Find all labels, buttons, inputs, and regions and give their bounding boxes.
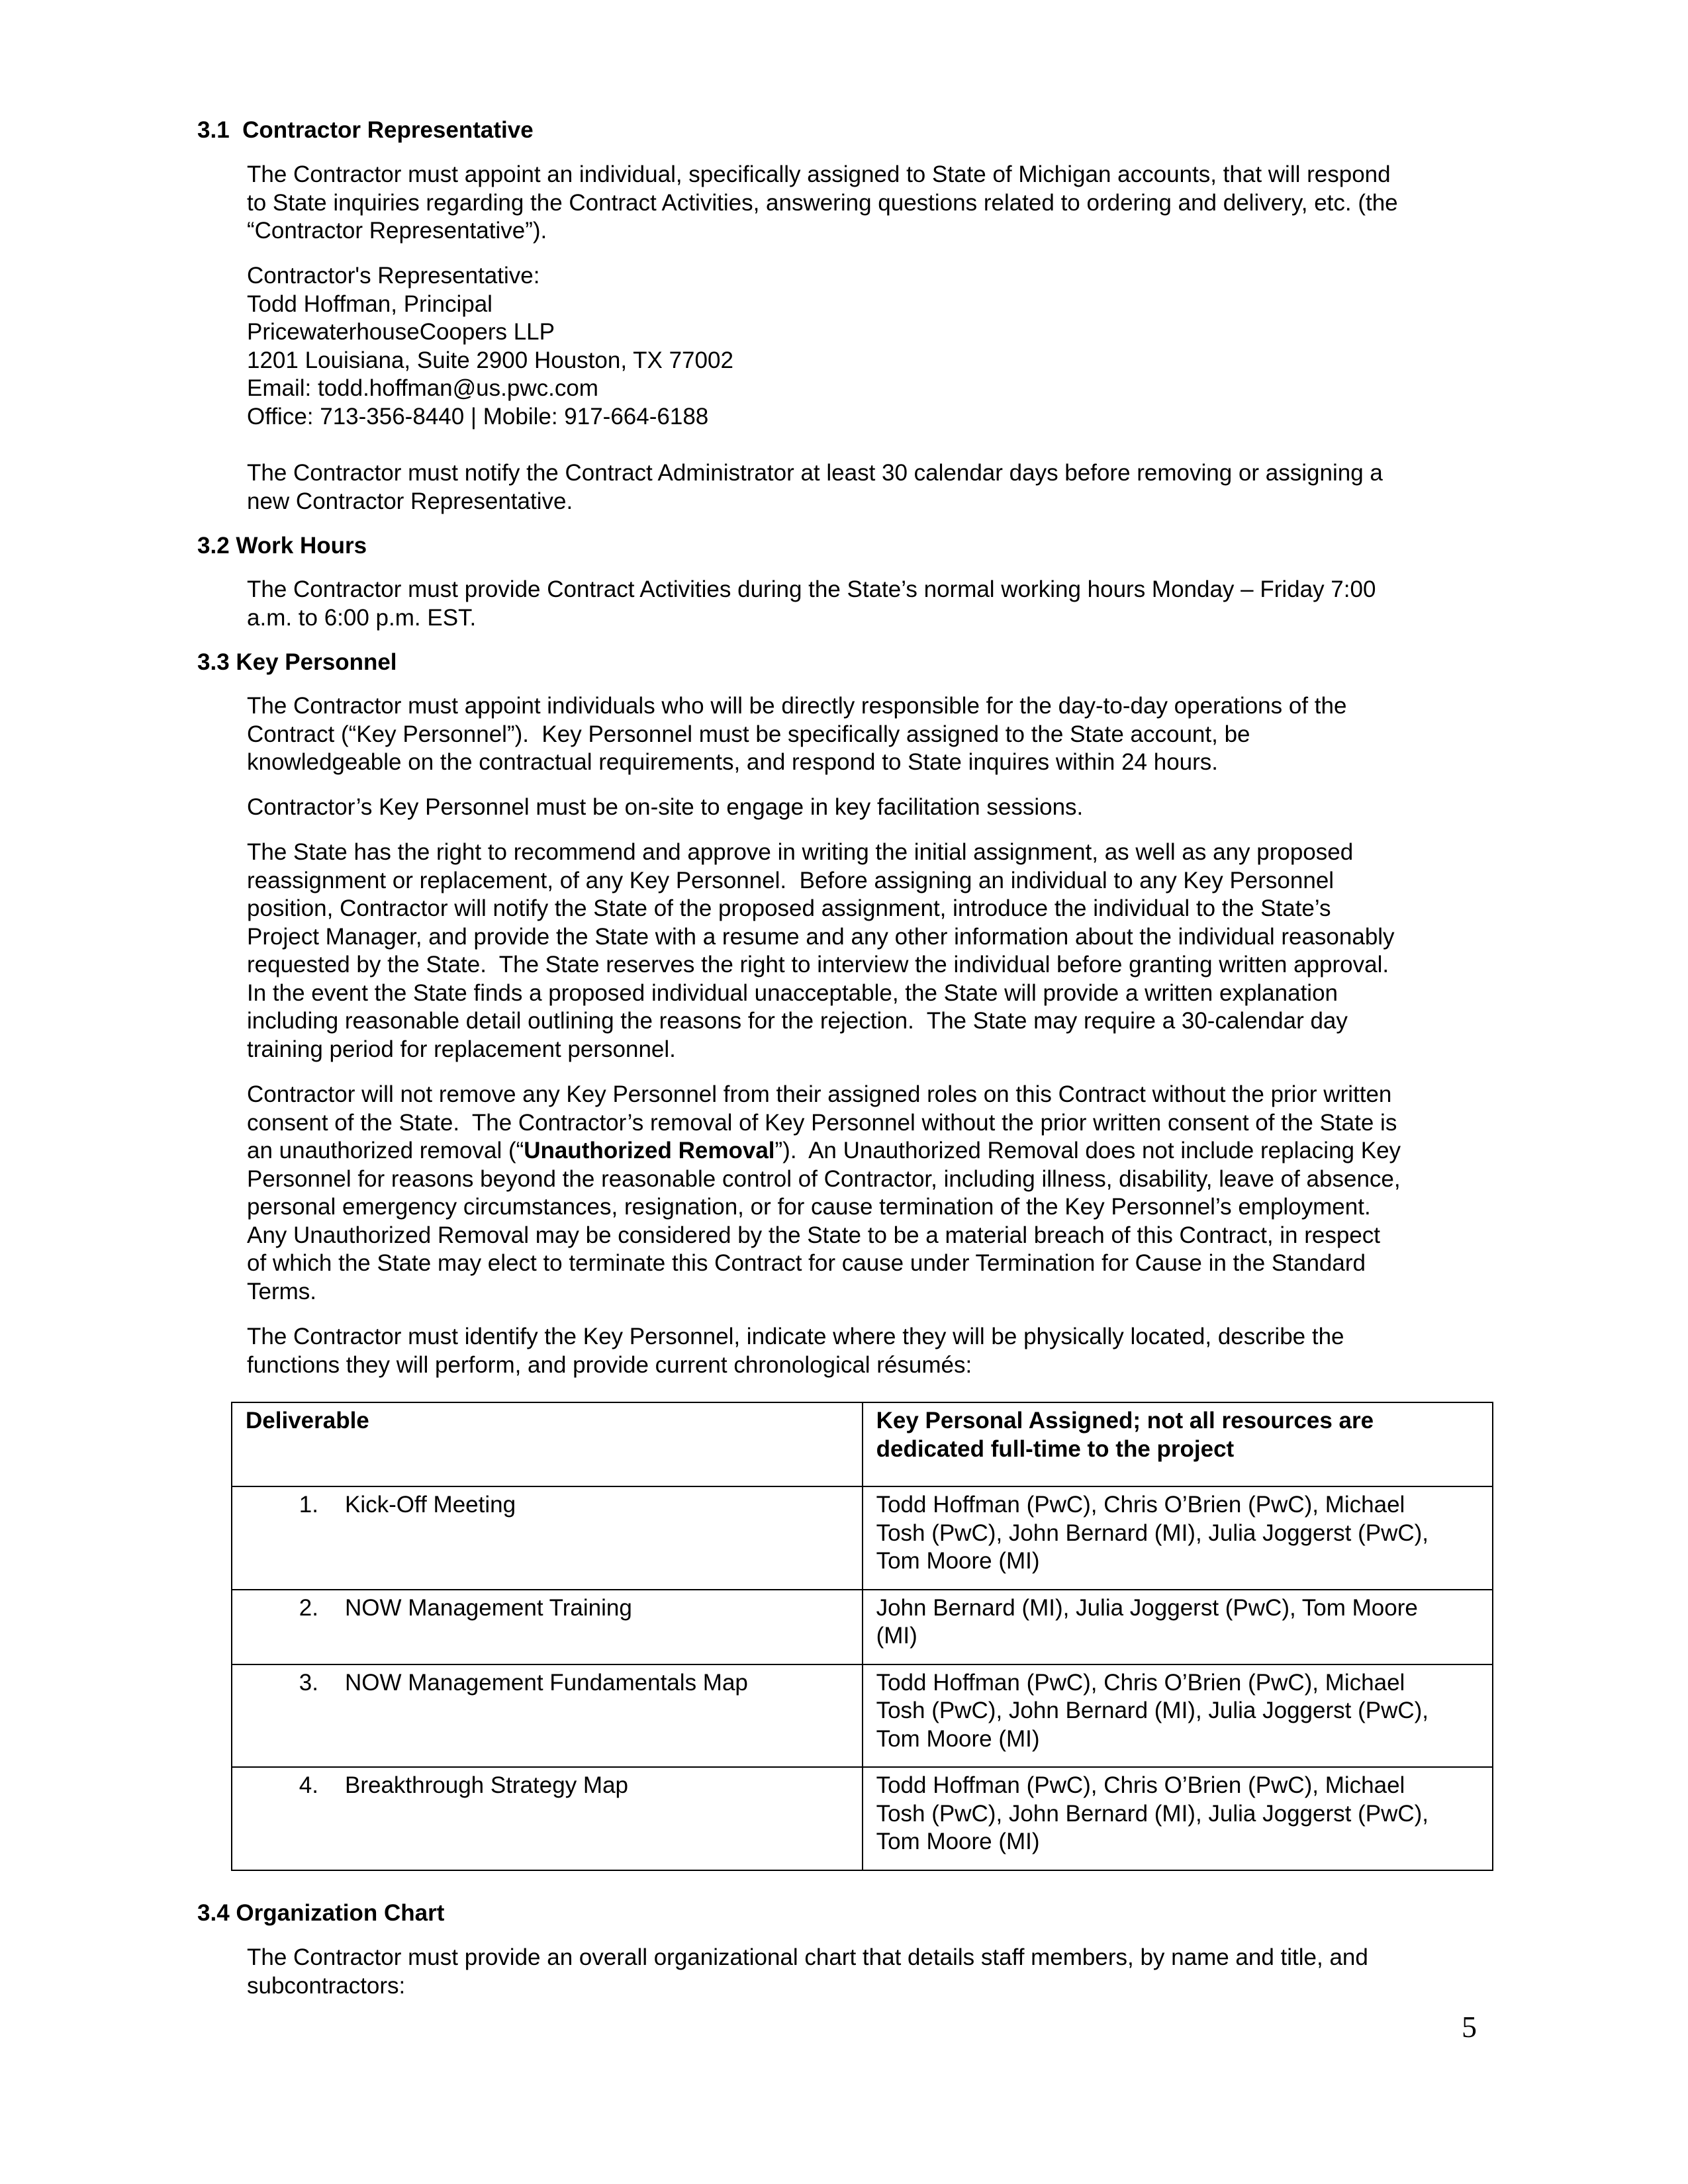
text-line: The Contractor must identify the Key Personnel, indicate where they will be physically located, describe the xyxy=(247,1324,1344,1349)
text-line: knowledgeable on the contractual requirements, and respond to State inquires within 24 hours. xyxy=(247,749,1219,775)
text-line xyxy=(247,1137,1491,1165)
text-line: a.m. to 6:00 p.m. EST. xyxy=(247,604,477,631)
text-line: The Contractor must provide Contract Activities during the State’s normal working hours Monday – Friday 7:00 xyxy=(247,576,1376,602)
text-line: Terms. xyxy=(247,1278,316,1304)
row-number: 2. xyxy=(299,1594,318,1621)
text-line: position, Contractor will notify the State of the proposed assignment, introduce the individual to the State’s xyxy=(247,895,1331,921)
deliverable-cell xyxy=(232,1767,863,1870)
table-header-cell xyxy=(863,1402,1493,1486)
personnel-cell xyxy=(863,1486,1493,1590)
personnel-line: Tosh (PwC), John Bernard (MI), Julia Joggerst (PwC), xyxy=(876,1698,1429,1723)
paragraph-key-personnel-3 xyxy=(247,839,1491,1064)
paragraph-key-personnel-5 xyxy=(247,1323,1491,1379)
row-number: 1. xyxy=(299,1492,318,1518)
contact-line: Office: 713-356-8440 | Mobile: 917-664-6188 xyxy=(247,403,709,430)
table-row xyxy=(232,1590,1493,1664)
table-row xyxy=(232,1486,1493,1590)
text-line: subcontractors: xyxy=(247,1972,406,1999)
header-deliverable: Deliverable xyxy=(246,1408,369,1433)
personnel-line: Todd Hoffman (PwC), Chris O’Brien (PwC), Michael xyxy=(876,1492,1405,1518)
deliverable-cell xyxy=(232,1664,863,1768)
personnel-line: Tosh (PwC), John Bernard (MI), Julia Joggerst (PwC), xyxy=(876,1520,1429,1546)
header-line: Key Personal Assigned; not all resources are xyxy=(876,1408,1374,1433)
text-line: The Contractor must appoint individuals who will be directly responsible for the day-to-day operations of the xyxy=(247,693,1347,719)
personnel-line: John Bernard (MI), Julia Joggerst (PwC), Tom Moore xyxy=(876,1594,1418,1621)
text-line: The Contractor must appoint an individual, specifically assigned to State of Michigan accounts, that will respond xyxy=(247,161,1391,187)
text-line: including reasonable detail outlining the reasons for the rejection. The State may require a 30-calendar day xyxy=(247,1008,1348,1034)
table-header-row xyxy=(232,1402,1493,1486)
personnel-line: Tom Moore (MI) xyxy=(876,1725,1040,1752)
deliverable-name: NOW Management Fundamentals Map xyxy=(345,1669,748,1696)
deliverable-cell xyxy=(232,1590,863,1664)
text-fragment: an unauthorized removal (“ xyxy=(247,1138,524,1163)
deliverable-cell xyxy=(232,1486,863,1590)
text-line: The Contractor must notify the Contract Administrator at least 30 calendar days before removing or assigning a xyxy=(247,460,1383,486)
text-line: personal emergency circumstances, resignation, or for cause termination of the Key Personnel’s employment. xyxy=(247,1194,1371,1220)
contact-line: Email: todd.hoffman@us.pwc.com xyxy=(247,375,598,401)
personnel-line: (MI) xyxy=(876,1623,917,1649)
personnel-line: Todd Hoffman (PwC), Chris O’Brien (PwC), Michael xyxy=(876,1669,1405,1696)
paragraph-notify xyxy=(247,459,1491,516)
paragraph-key-personnel-2 xyxy=(247,794,1491,822)
text-line: Contractor will not remove any Key Personnel from their assigned roles on this Contract without the prior written xyxy=(247,1081,1392,1107)
text-line: new Contractor Representative. xyxy=(247,488,573,514)
section-heading-3-4: 3.4 Organization Chart xyxy=(197,1900,445,1926)
paragraph-key-personnel-4 xyxy=(247,1081,1491,1306)
text-line: Contractor’s Key Personnel must be on-site to engage in key facilitation sessions. xyxy=(247,794,1084,820)
text-line: consent of the State. The Contractor’s removal of Key Personnel without the prior written consent of the State is xyxy=(247,1109,1397,1136)
personnel-line: Todd Hoffman (PwC), Chris O’Brien (PwC), Michael xyxy=(876,1772,1405,1798)
key-personnel-table xyxy=(231,1402,1493,1871)
text-line: requested by the State. The State reserves the right to interview the individual before granting written approval. xyxy=(247,952,1389,978)
text-line: The State has the right to recommend and approve in writing the initial assignment, as well as any proposed xyxy=(247,839,1354,865)
table-row xyxy=(232,1767,1493,1870)
header-key-personnel xyxy=(863,1403,1492,1486)
personnel-cell xyxy=(863,1590,1493,1664)
text-line: Personnel for reasons beyond the reasonable control of Contractor, including illness, disability, leave of absence, xyxy=(247,1165,1401,1192)
personnel-cell xyxy=(863,1767,1493,1870)
text-line: Contract (“Key Personnel”). Key Personnel must be specifically assigned to the State account, be xyxy=(247,721,1250,747)
deliverable-name: Kick-Off Meeting xyxy=(345,1492,516,1518)
paragraph-key-personnel-1 xyxy=(247,692,1491,777)
contact-line: 1201 Louisiana, Suite 2900 Houston, TX 77002 xyxy=(247,347,733,373)
contact-block xyxy=(247,262,1491,431)
paragraph-organization-chart xyxy=(247,1944,1491,2000)
deliverable-name: NOW Management Training xyxy=(345,1594,632,1621)
contact-line: Todd Hoffman, Principal xyxy=(247,291,492,317)
text-line: Any Unauthorized Removal may be considered by the State to be a material breach of this Contract, in respect xyxy=(247,1222,1381,1248)
bold-term: Unauthorized Removal xyxy=(524,1138,775,1163)
text-line: reassignment or replacement, of any Key Personnel. Before assigning an individual to any Key Personnel xyxy=(247,867,1335,893)
deliverable-name: Breakthrough Strategy Map xyxy=(345,1772,629,1798)
section-heading-3-1: 3.1 Contractor Representative xyxy=(197,117,534,143)
header-line: dedicated full-time to the project xyxy=(876,1435,1235,1462)
contact-line: PricewaterhouseCoopers LLP xyxy=(247,319,555,345)
text-line: “Contractor Representative”). xyxy=(247,218,547,244)
text-fragment: ”). An Unauthorized Removal does not include replacing Key xyxy=(774,1138,1401,1163)
text-line: functions they will perform, and provide current chronological résumés: xyxy=(247,1351,972,1378)
section-heading-3-2: 3.2 Work Hours xyxy=(197,533,367,559)
text-line: The Contractor must provide an overall organizational chart that details staff members, by name and title, and xyxy=(247,1944,1368,1970)
text-line: Project Manager, and provide the State with a resume and any other information about the individual reasonably xyxy=(247,923,1395,950)
page-number: 5 xyxy=(1462,2010,1477,2044)
personnel-cell xyxy=(863,1664,1493,1768)
table-header-cell xyxy=(232,1402,863,1486)
text-line: training period for replacement personnel. xyxy=(247,1036,676,1062)
row-number: 3. xyxy=(299,1669,318,1696)
paragraph-work-hours xyxy=(247,576,1491,632)
text-line: to State inquiries regarding the Contract Activities, answering questions related to ordering and delivery, etc. (the xyxy=(247,189,1398,216)
section-heading-3-3: 3.3 Key Personnel xyxy=(197,649,397,675)
text-line: of which the State may elect to terminate this Contract for cause under Termination for Cause in the Standard xyxy=(247,1250,1366,1276)
contact-line: Contractor's Representative: xyxy=(247,263,540,289)
table-row xyxy=(232,1664,1493,1768)
row-number: 4. xyxy=(299,1772,318,1798)
personnel-line: Tom Moore (MI) xyxy=(876,1548,1040,1574)
personnel-line: Tom Moore (MI) xyxy=(876,1829,1040,1854)
paragraph-contractor-representative xyxy=(247,161,1491,246)
personnel-line: Tosh (PwC), John Bernard (MI), Julia Joggerst (PwC), xyxy=(876,1800,1429,1827)
text-line: In the event the State finds a proposed individual unacceptable, the State will provide a written explanation xyxy=(247,979,1338,1006)
